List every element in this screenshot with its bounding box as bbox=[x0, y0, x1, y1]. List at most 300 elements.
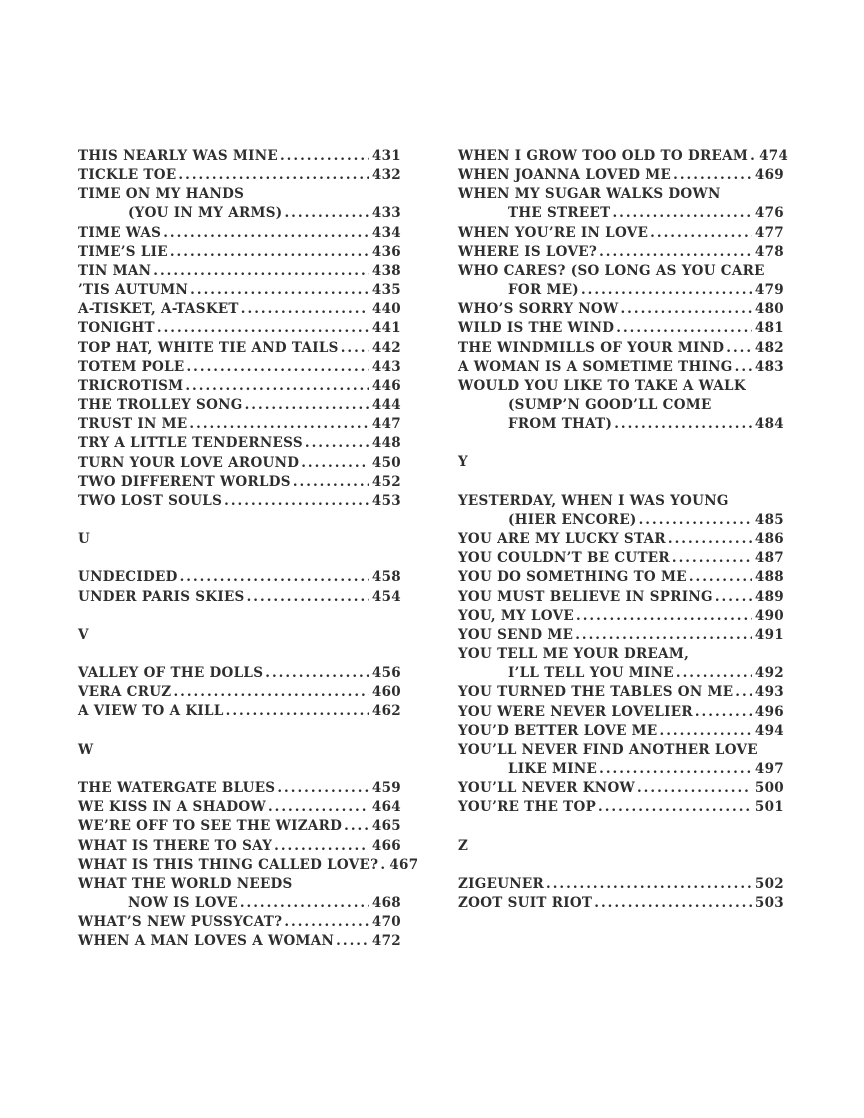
index-entry-line bbox=[458, 894, 784, 913]
index-entry-line bbox=[458, 760, 784, 779]
page-number: 487 bbox=[754, 550, 784, 567]
index-entry-line bbox=[458, 147, 789, 166]
entry-title: WHEN I GROW TOO OLD TO DREAM bbox=[458, 148, 749, 164]
page-number: 494 bbox=[754, 722, 784, 739]
page-number: 456 bbox=[371, 665, 401, 682]
dot-leader bbox=[344, 817, 369, 836]
dot-leader bbox=[170, 243, 369, 262]
index-entry-line bbox=[78, 434, 401, 453]
index-entry-line bbox=[458, 779, 784, 798]
index-entry-line bbox=[78, 415, 401, 434]
index-entry bbox=[78, 434, 401, 453]
index-entry-line bbox=[78, 664, 401, 683]
dot-leader bbox=[726, 339, 752, 358]
dot-leader bbox=[153, 262, 369, 281]
index-entry bbox=[78, 358, 401, 377]
dot-leader bbox=[240, 894, 369, 913]
dot-leader bbox=[247, 588, 369, 607]
index-entry-line bbox=[78, 894, 401, 913]
page-number: 474 bbox=[759, 148, 789, 164]
index-entry bbox=[78, 377, 401, 396]
entry-title: YOU SEND ME bbox=[458, 626, 574, 643]
index-entry bbox=[458, 722, 784, 741]
index-entry-line bbox=[458, 703, 784, 722]
page-number: 433 bbox=[371, 205, 401, 222]
index-entry bbox=[458, 703, 784, 722]
index-entry bbox=[78, 415, 401, 434]
index-entry-line bbox=[458, 262, 784, 281]
page-number: 478 bbox=[754, 243, 784, 260]
dot-leader bbox=[735, 358, 752, 377]
index-entry bbox=[78, 798, 401, 817]
page-number: 450 bbox=[371, 454, 401, 471]
page-number: 476 bbox=[754, 205, 784, 222]
page-number: 464 bbox=[371, 799, 401, 816]
index-entry-line bbox=[78, 779, 401, 798]
entry-title: YOU’LL NEVER KNOW bbox=[458, 780, 635, 797]
page-number: 493 bbox=[754, 684, 784, 701]
entry-title: THE TROLLEY SONG bbox=[78, 397, 243, 414]
dot-leader bbox=[676, 664, 752, 683]
index-entry bbox=[78, 262, 401, 281]
index-entry bbox=[78, 319, 401, 338]
index-entry bbox=[78, 185, 401, 223]
index-entry-line bbox=[78, 588, 401, 607]
index-entry bbox=[78, 339, 401, 358]
page-number: 502 bbox=[754, 875, 784, 892]
index-entry-line bbox=[458, 204, 784, 223]
index-entry bbox=[458, 530, 784, 549]
page-number: 472 bbox=[371, 933, 401, 950]
entry-title: VERA CRUZ bbox=[78, 684, 172, 701]
index-entry-line bbox=[458, 626, 784, 645]
page-number: 470 bbox=[371, 914, 401, 931]
page-number: 467 bbox=[389, 856, 419, 873]
page-number: 496 bbox=[754, 703, 784, 720]
entry-title: TRUST IN ME bbox=[78, 416, 188, 433]
index-entry-line bbox=[458, 664, 784, 683]
index-entry-line bbox=[78, 300, 401, 319]
entry-title: YESTERDAY, WHEN I WAS YOUNG bbox=[458, 492, 729, 509]
index-entry bbox=[458, 607, 784, 626]
page-number: 482 bbox=[754, 339, 784, 356]
index-entry bbox=[78, 147, 401, 166]
index-entry bbox=[458, 185, 784, 223]
dot-leader bbox=[305, 434, 369, 453]
index-entry-line bbox=[78, 281, 401, 300]
entry-title: YOU TELL ME YOUR DREAM, bbox=[458, 646, 690, 663]
index-entry bbox=[458, 645, 784, 683]
index-entry-line bbox=[78, 932, 401, 951]
index-entry-line bbox=[78, 262, 401, 281]
dot-leader bbox=[695, 703, 752, 722]
entry-title: NOW IS LOVE bbox=[128, 895, 238, 911]
dot-leader bbox=[620, 300, 751, 319]
page-number: 469 bbox=[754, 167, 784, 184]
index-entry-line bbox=[458, 607, 784, 626]
dot-leader bbox=[157, 319, 369, 338]
page-number: 501 bbox=[754, 799, 784, 816]
index-entry bbox=[78, 568, 401, 587]
index-entry bbox=[78, 702, 401, 721]
entry-title: WHEN YOU’RE IN LOVE bbox=[458, 224, 649, 241]
index-entry-line bbox=[78, 358, 401, 377]
dot-leader bbox=[673, 166, 752, 185]
index-entry-line bbox=[458, 224, 784, 243]
index-entry bbox=[78, 473, 401, 492]
index-entry-line bbox=[458, 243, 784, 262]
index-entry bbox=[458, 875, 784, 894]
page-number: 458 bbox=[371, 569, 401, 586]
entry-title: TWO LOST SOULS bbox=[78, 492, 223, 509]
index-entry-line bbox=[458, 568, 784, 587]
dot-leader bbox=[186, 358, 368, 377]
dot-leader bbox=[245, 396, 369, 415]
page-number: 497 bbox=[754, 760, 784, 777]
entry-title: TIME WAS bbox=[78, 224, 162, 241]
entry-title: ZOOT SUIT RIOT bbox=[458, 895, 593, 912]
page-number: 462 bbox=[371, 703, 401, 720]
index-entry-line bbox=[78, 147, 401, 166]
page-number: 466 bbox=[371, 837, 401, 854]
entry-title: WHO’S SORRY NOW bbox=[458, 301, 619, 318]
section-heading-u: U bbox=[78, 531, 91, 548]
entry-title: A WOMAN IS A SOMETIME THING bbox=[458, 358, 733, 375]
entry-title: FROM THAT) bbox=[508, 416, 613, 433]
dot-leader bbox=[715, 588, 752, 607]
index-entry bbox=[78, 454, 401, 473]
page-number: 432 bbox=[371, 167, 401, 184]
index-entry-line bbox=[78, 702, 401, 721]
index-entry bbox=[78, 166, 401, 185]
page-number: 459 bbox=[371, 780, 401, 797]
entry-title: WHERE IS LOVE? bbox=[458, 243, 598, 260]
page-number: 489 bbox=[754, 588, 784, 605]
entry-title: THE STREET bbox=[508, 205, 611, 222]
entry-title: TICKLE TOE bbox=[78, 167, 177, 184]
entry-title: TIME ON MY HANDS bbox=[78, 186, 245, 203]
dot-leader bbox=[277, 779, 369, 798]
page-number: 481 bbox=[754, 320, 784, 337]
entry-title: ’TIS AUTUMN bbox=[78, 282, 189, 299]
page-number: 447 bbox=[371, 416, 401, 433]
dot-leader bbox=[575, 626, 752, 645]
index-entry-line bbox=[458, 875, 784, 894]
dot-leader bbox=[284, 204, 368, 223]
page-number: 444 bbox=[371, 397, 401, 414]
page-number: 492 bbox=[754, 665, 784, 682]
page-number: 490 bbox=[754, 607, 784, 624]
entry-title: (SUMP’N GOOD’LL COME bbox=[508, 397, 712, 414]
index-entry-line bbox=[458, 396, 784, 415]
entry-title: (YOU IN MY ARMS) bbox=[128, 205, 283, 222]
index-entry bbox=[458, 492, 784, 530]
dot-leader bbox=[190, 281, 369, 300]
index-entry bbox=[78, 875, 401, 913]
index-entry bbox=[78, 224, 401, 243]
index-entry-line bbox=[458, 300, 784, 319]
index-entry bbox=[458, 166, 784, 185]
entry-title: TOTEM POLE bbox=[78, 358, 185, 375]
index-entry bbox=[78, 492, 401, 511]
dot-leader bbox=[599, 243, 752, 262]
dot-leader bbox=[173, 683, 368, 702]
entry-title: THE WATERGATE BLUES bbox=[78, 780, 276, 797]
dot-leader bbox=[280, 147, 369, 166]
entry-title: YOU, MY LOVE bbox=[458, 607, 574, 624]
index-entry bbox=[458, 894, 784, 913]
entry-title: YOU’D BETTER LOVE ME bbox=[458, 722, 658, 739]
index-entry-line bbox=[458, 645, 784, 664]
dot-leader bbox=[185, 377, 369, 396]
index-entry bbox=[458, 549, 784, 568]
page-number: 442 bbox=[371, 339, 401, 356]
page-number: 483 bbox=[754, 358, 784, 375]
dot-leader bbox=[336, 932, 369, 951]
dot-leader bbox=[265, 664, 369, 683]
index-entry-line bbox=[78, 396, 401, 415]
dot-leader bbox=[612, 204, 751, 223]
dot-leader bbox=[660, 722, 752, 741]
index-entry-line bbox=[78, 856, 419, 875]
index-entry-line bbox=[458, 492, 784, 511]
index-entry bbox=[458, 626, 784, 645]
entry-title: TIN MAN bbox=[78, 262, 152, 279]
entry-title: VALLEY OF THE DOLLS bbox=[78, 665, 264, 682]
dot-leader bbox=[637, 779, 752, 798]
entry-title: ZIGEUNER bbox=[458, 875, 545, 892]
index-entry bbox=[78, 837, 401, 856]
index-entry-line bbox=[78, 875, 401, 894]
index-entry-line bbox=[78, 204, 401, 223]
index-entry-line bbox=[78, 837, 401, 856]
entry-title: LIKE MINE bbox=[508, 760, 598, 777]
index-entry bbox=[458, 319, 784, 338]
dot-leader bbox=[380, 856, 386, 875]
index-entry-line bbox=[458, 741, 784, 760]
index-entry-line bbox=[78, 377, 401, 396]
entry-title: WHAT IS THIS THING CALLED LOVE? bbox=[78, 856, 379, 873]
index-entry-line bbox=[458, 530, 784, 549]
index-entry-line bbox=[78, 339, 401, 358]
page-number: 503 bbox=[754, 895, 784, 912]
entry-title: YOU DO SOMETHING TO ME bbox=[458, 569, 687, 586]
dot-leader bbox=[750, 147, 756, 166]
index-entry-line bbox=[458, 549, 784, 568]
page-number: 484 bbox=[754, 416, 784, 433]
index-entry bbox=[458, 377, 784, 434]
index-entry-line bbox=[458, 588, 784, 607]
page-number: 500 bbox=[754, 780, 784, 797]
index-entry bbox=[458, 147, 789, 166]
entry-title: YOU ARE MY LUCKY STAR bbox=[458, 531, 666, 548]
dot-leader bbox=[576, 607, 752, 626]
entry-title: WHEN MY SUGAR WALKS DOWN bbox=[458, 186, 721, 203]
index-entry-line bbox=[78, 185, 401, 204]
page-number: 436 bbox=[371, 243, 401, 260]
page-number: 486 bbox=[754, 531, 784, 548]
entry-title: TOP HAT, WHITE TIE AND TAILS bbox=[78, 339, 339, 356]
index-entry bbox=[458, 224, 784, 243]
entry-title: TONIGHT bbox=[78, 320, 155, 337]
page-number: 485 bbox=[754, 511, 784, 528]
entry-title: WE’RE OFF TO SEE THE WIZARD bbox=[78, 818, 343, 835]
index-entry-line bbox=[78, 224, 401, 243]
entry-title: FOR ME) bbox=[508, 282, 579, 299]
entry-title: THE WINDMILLS OF YOUR MIND bbox=[458, 339, 725, 356]
dot-leader bbox=[226, 702, 369, 721]
dot-leader bbox=[672, 549, 752, 568]
entry-title: TURN YOUR LOVE AROUND bbox=[78, 454, 300, 471]
index-column-left bbox=[78, 147, 419, 951]
index-entry-line bbox=[78, 798, 401, 817]
entry-title: TRICROTISM bbox=[78, 377, 184, 394]
entry-title: YOU WERE NEVER LOVELIER bbox=[458, 703, 693, 720]
index-entry-line bbox=[458, 166, 784, 185]
entry-title: TIME’S LIE bbox=[78, 243, 168, 260]
index-entry bbox=[458, 741, 784, 779]
dot-leader bbox=[274, 837, 369, 856]
entry-title: UNDECIDED bbox=[78, 569, 178, 586]
dot-leader bbox=[614, 415, 752, 434]
index-entry bbox=[78, 664, 401, 683]
page-number: 491 bbox=[754, 626, 784, 643]
dot-leader bbox=[668, 530, 752, 549]
index-entry-line bbox=[458, 683, 784, 702]
page-number: 454 bbox=[371, 588, 401, 605]
dot-leader bbox=[650, 224, 752, 243]
index-entry-line bbox=[78, 568, 401, 587]
section-heading-y: Y bbox=[458, 454, 468, 471]
index-entry-line bbox=[78, 243, 401, 262]
dot-leader bbox=[341, 339, 369, 358]
index-entry bbox=[458, 243, 784, 262]
page-number: 438 bbox=[371, 262, 401, 279]
dot-leader bbox=[163, 224, 369, 243]
dot-leader bbox=[241, 300, 369, 319]
page-number: 460 bbox=[371, 684, 401, 701]
index-entry-line bbox=[78, 319, 401, 338]
page-number: 446 bbox=[371, 377, 401, 394]
entry-title: YOU COULDN’T BE CUTER bbox=[458, 550, 670, 567]
dot-leader bbox=[180, 568, 369, 587]
index-entry-line bbox=[458, 281, 784, 300]
index-entry bbox=[78, 281, 401, 300]
section-heading-z: Z bbox=[458, 837, 469, 854]
index-entry-line bbox=[78, 817, 401, 836]
entry-title: WILD IS THE WIND bbox=[458, 320, 615, 337]
index-entry-line bbox=[78, 166, 401, 185]
index-entry bbox=[78, 396, 401, 415]
index-entry-line bbox=[78, 473, 401, 492]
dot-leader bbox=[546, 875, 752, 894]
dot-leader bbox=[178, 166, 368, 185]
index-entry bbox=[458, 339, 784, 358]
index-entry-line bbox=[78, 913, 401, 932]
index-entry-line bbox=[458, 377, 784, 396]
entry-title: WHEN A MAN LOVES A WOMAN bbox=[78, 933, 335, 950]
entry-title: TRY A LITTLE TENDERNESS bbox=[78, 435, 303, 452]
entry-title: YOU’LL NEVER FIND ANOTHER LOVE bbox=[458, 741, 758, 758]
page-number: 435 bbox=[371, 282, 401, 299]
index-entry bbox=[78, 817, 401, 836]
index-entry bbox=[458, 358, 784, 377]
page-number: 480 bbox=[754, 301, 784, 318]
entry-title: WOULD YOU LIKE TO TAKE A WALK bbox=[458, 377, 746, 394]
index-entry-line bbox=[78, 492, 401, 511]
page-number: 468 bbox=[371, 895, 401, 911]
entry-title: WHEN JOANNA LOVED ME bbox=[458, 167, 672, 184]
index-entry-line bbox=[458, 319, 784, 338]
index-entry bbox=[78, 856, 419, 875]
index-entry bbox=[78, 932, 401, 951]
dot-leader bbox=[689, 568, 752, 587]
index-entry bbox=[458, 588, 784, 607]
index-entry bbox=[458, 300, 784, 319]
page-number: 452 bbox=[371, 473, 401, 490]
entry-title: I’LL TELL YOU MINE bbox=[508, 665, 674, 682]
dot-leader bbox=[735, 683, 752, 702]
page-number: 465 bbox=[371, 818, 401, 835]
index-entry bbox=[78, 913, 401, 932]
index-entry-line bbox=[78, 454, 401, 473]
entry-title: WE KISS IN A SHADOW bbox=[78, 799, 266, 816]
page-number: 448 bbox=[371, 435, 401, 452]
entry-title: (HIER ENCORE) bbox=[508, 511, 637, 528]
page-number: 443 bbox=[371, 358, 401, 375]
index-entry bbox=[458, 568, 784, 587]
index-entry-line bbox=[458, 415, 784, 434]
entry-title: YOU TURNED THE TABLES ON ME bbox=[458, 684, 734, 701]
page-number: 440 bbox=[371, 301, 401, 318]
index-entry bbox=[78, 683, 401, 702]
entry-title: UNDER PARIS SKIES bbox=[78, 588, 245, 605]
section-heading-v: V bbox=[78, 626, 89, 643]
page-number: 431 bbox=[371, 148, 401, 164]
entry-title: A VIEW TO A KILL bbox=[78, 703, 224, 720]
index-entry bbox=[458, 798, 784, 817]
index-entry-line bbox=[458, 339, 784, 358]
entry-title: TWO DIFFERENT WORLDS bbox=[78, 473, 291, 490]
index-entry bbox=[78, 779, 401, 798]
section-heading-w: W bbox=[78, 741, 94, 758]
page-number: 477 bbox=[754, 224, 784, 241]
dot-leader bbox=[581, 281, 752, 300]
index-entry-line bbox=[458, 185, 784, 204]
dot-leader bbox=[594, 894, 752, 913]
index-entry bbox=[458, 779, 784, 798]
index-entry bbox=[78, 243, 401, 262]
index-entry bbox=[458, 262, 784, 300]
index-entry-line bbox=[458, 722, 784, 741]
page-number: 453 bbox=[371, 492, 401, 509]
entry-title: WHO CARES? (SO LONG AS YOU CARE bbox=[458, 262, 765, 279]
index-entry-line bbox=[78, 683, 401, 702]
page-number: 434 bbox=[371, 224, 401, 241]
entry-title: A-TISKET, A-TASKET bbox=[78, 301, 239, 318]
index-column-right bbox=[458, 147, 789, 913]
index-entry-line bbox=[458, 358, 784, 377]
entry-title: YOU MUST BELIEVE IN SPRING bbox=[458, 588, 713, 605]
dot-leader bbox=[284, 913, 369, 932]
dot-leader bbox=[224, 492, 369, 511]
dot-leader bbox=[293, 473, 369, 492]
dot-leader bbox=[599, 760, 752, 779]
dot-leader bbox=[598, 798, 752, 817]
dot-leader bbox=[616, 319, 752, 338]
page-number: 488 bbox=[754, 569, 784, 586]
dot-leader bbox=[639, 511, 752, 530]
